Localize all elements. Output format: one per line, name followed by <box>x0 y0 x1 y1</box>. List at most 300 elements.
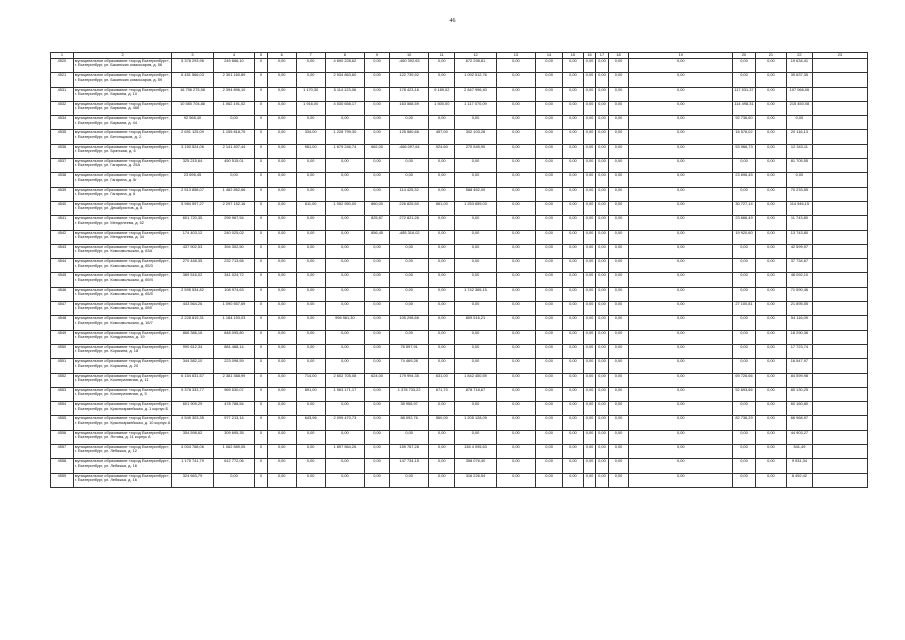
value-cell: 0,00 <box>563 59 584 73</box>
value-cell: 541,49 <box>786 445 812 459</box>
value-cell: 0,00 <box>733 244 756 258</box>
value-cell: 0,00 <box>429 273 455 287</box>
value-cell: 0 <box>255 373 267 387</box>
value-cell: 0,00 <box>267 330 296 344</box>
column-header: 4 <box>213 53 254 59</box>
value-cell: 0 <box>255 87 267 101</box>
value-cell: 30 727,14 <box>733 201 756 215</box>
value-cell: 0,00 <box>583 73 595 87</box>
value-cell: 0,00 <box>536 116 563 130</box>
value-cell: 0 <box>255 216 267 230</box>
row-id-cell: 4548 <box>51 316 74 330</box>
empty-cell <box>812 87 867 101</box>
value-cell: 0,00 <box>755 473 786 487</box>
value-cell: 457,00 <box>429 130 455 144</box>
address-cell: муниципальное образование «город Екатеринбург», г. Екатеринбург, ул. Комсомольская, д. 69/4 <box>73 273 171 287</box>
row-id-cell: 4550 <box>51 344 74 358</box>
value-cell: 0,00 <box>596 230 608 244</box>
row-id-cell: 4546 <box>51 287 74 301</box>
value-cell: 0,00 <box>536 473 563 487</box>
value-cell: 0,00 <box>755 359 786 373</box>
value-cell: 0,00 <box>608 359 629 373</box>
value-cell: 0 <box>255 473 267 487</box>
empty-cell <box>812 445 867 459</box>
value-cell: 0,00 <box>296 302 325 316</box>
value-cell: 0,00 <box>429 244 455 258</box>
value-cell: 0,00 <box>496 173 535 187</box>
value-cell: 125 580,66 <box>389 130 428 144</box>
value-cell: 358 076,40 <box>455 459 496 473</box>
value-cell: 0,00 <box>755 59 786 73</box>
address-cell: муниципальное образование «город Екатеринбург», г. Екатеринбург, ул. Кондратьева, д. 19 <box>73 330 171 344</box>
value-cell: 0,00 <box>296 273 325 287</box>
value-cell: 334,00 <box>296 130 325 144</box>
value-cell: 672 298,81 <box>455 59 496 73</box>
empty-cell <box>812 259 867 273</box>
value-cell: 0,00 <box>583 201 595 215</box>
empty-cell <box>812 230 867 244</box>
value-cell: 0,00 <box>629 416 733 430</box>
value-cell: 0,00 <box>755 87 786 101</box>
value-cell: 0,00 <box>596 373 608 387</box>
value-cell: 0,00 <box>563 101 584 115</box>
value-cell: 0,00 <box>755 101 786 115</box>
value-cell: 0,00 <box>429 173 455 187</box>
value-cell: 0,00 <box>536 216 563 230</box>
address-cell: муниципальное образование «город Екатеринбург», г. Екатеринбург, ул. Корякина, д. 20 <box>73 359 171 373</box>
column-header: 9 <box>365 53 390 59</box>
value-cell: 54 116,09 <box>786 316 812 330</box>
value-cell: 0,00 <box>429 359 455 373</box>
row-id-cell: 4539 <box>51 187 74 201</box>
row-id-cell: 4544 <box>51 259 74 273</box>
value-cell: 316 226,54 <box>455 473 496 487</box>
value-cell: 0,00 <box>365 387 390 401</box>
value-cell: 0 <box>255 459 267 473</box>
value-cell: 66 968,97 <box>786 416 812 430</box>
value-cell: 0,00 <box>496 144 535 158</box>
value-cell: 601 909,29 <box>172 402 213 416</box>
value-cell: 0,00 <box>583 130 595 144</box>
address-cell: муниципальное образование «город Екатеринбург», г. Екатеринбург, ул. Кооперативная, д. 11 <box>73 373 171 387</box>
value-cell: 11 743,80 <box>786 216 812 230</box>
value-cell: 0,00 <box>583 445 595 459</box>
value-cell: 0,00 <box>296 173 325 187</box>
value-cell: 0,00 <box>563 416 584 430</box>
value-cell: 0,00 <box>429 344 455 358</box>
value-cell: 0,00 <box>389 244 428 258</box>
value-cell: 0,00 <box>389 287 428 301</box>
value-cell: 0,00 <box>267 344 296 358</box>
value-cell: 0,00 <box>296 316 325 330</box>
table-row <box>51 187 868 201</box>
value-cell: 0,00 <box>455 216 496 230</box>
value-cell: 0,00 <box>213 173 254 187</box>
value-cell: 2 297 152,16 <box>213 201 254 215</box>
address-cell: муниципальное образование «город Екатеринбург», г. Екатеринбург, ул. Гагарина, д. 25А <box>73 159 171 173</box>
value-cell: 671,70 <box>429 387 455 401</box>
value-cell: 0,00 <box>583 330 595 344</box>
value-cell: 0 <box>255 130 267 144</box>
row-id-cell: 4554 <box>51 402 74 416</box>
value-cell: 0,00 <box>536 59 563 73</box>
address-cell: муниципальное образование «город Екатеринбург», г. Екатеринбург, ул. Менделеева, д. 34 <box>73 230 171 244</box>
value-cell: 0,00 <box>596 287 608 301</box>
value-cell: 0,00 <box>365 344 390 358</box>
value-cell: 891,00 <box>296 387 325 401</box>
value-cell: 0,00 <box>755 459 786 473</box>
value-cell: 0,00 <box>536 244 563 258</box>
value-cell: 105 298,66 <box>389 316 428 330</box>
empty-cell <box>812 116 867 130</box>
value-cell: 0,00 <box>296 159 325 173</box>
value-cell: 1 228 799,30 <box>325 130 364 144</box>
value-cell: 0,00 <box>429 430 455 444</box>
table-row <box>51 101 868 115</box>
value-cell: 5 114 123,06 <box>325 87 364 101</box>
value-cell: 0,00 <box>536 144 563 158</box>
value-cell: 0,00 <box>583 216 595 230</box>
value-cell: 114 946,15 <box>786 201 812 215</box>
value-cell: 0,00 <box>455 230 496 244</box>
value-cell: 2 513 858,07 <box>172 187 213 201</box>
value-cell: 0,00 <box>629 445 733 459</box>
value-cell: 0,00 <box>629 230 733 244</box>
value-cell: 0,00 <box>563 144 584 158</box>
value-cell: 0,00 <box>365 287 390 301</box>
address-cell: муниципальное образование «город Екатеринбург», г. Екатеринбург, ул. Лебяжья, д. 12 <box>73 445 171 459</box>
value-cell: 0,00 <box>267 73 296 87</box>
value-cell: 560,00 <box>429 416 455 430</box>
value-cell: 0,00 <box>365 59 390 73</box>
value-cell: 0,00 <box>365 87 390 101</box>
value-cell: 0,00 <box>608 216 629 230</box>
value-cell: 0,00 <box>596 101 608 115</box>
value-cell: 969 530,07 <box>213 387 254 401</box>
value-cell: 0,00 <box>629 201 733 215</box>
value-cell: 0,00 <box>786 116 812 130</box>
value-cell: 0,00 <box>365 116 390 130</box>
value-cell: 588 452,00 <box>455 187 496 201</box>
value-cell: 0,00 <box>267 173 296 187</box>
value-cell: 0,00 <box>496 216 535 230</box>
value-cell: 37 734,67 <box>786 259 812 273</box>
value-cell: 48 092,10 <box>786 273 812 287</box>
row-id-cell: 4552 <box>51 373 74 387</box>
value-cell: 0,00 <box>365 101 390 115</box>
value-cell: 0,00 <box>296 116 325 130</box>
value-cell: 656,45 <box>365 230 390 244</box>
value-cell: 178 423,16 <box>389 87 428 101</box>
address-cell: муниципальное образование «город Екатеринбург», г. Екатеринбург, ул. Бакинских комиссаров, д. 56 <box>73 59 171 73</box>
value-cell: 0,00 <box>455 330 496 344</box>
value-cell: 0,00 <box>755 445 786 459</box>
value-cell: 0,00 <box>755 216 786 230</box>
value-cell: 0,00 <box>429 259 455 273</box>
value-cell: 996 961,30 <box>325 316 364 330</box>
value-cell: 0,00 <box>296 216 325 230</box>
value-cell: 1 170,30 <box>296 87 325 101</box>
value-cell: 0,00 <box>389 430 428 444</box>
value-cell: 0,00 <box>365 416 390 430</box>
value-cell: 0 <box>255 330 267 344</box>
value-cell: 0,00 <box>733 59 756 73</box>
value-cell: 232 713,68 <box>213 259 254 273</box>
value-cell: 0 <box>255 359 267 373</box>
value-cell: 0,00 <box>563 459 584 473</box>
address-cell: муниципальное образование «город Екатеринбург», г. Екатеринбург, ул. Красноармейская, д. 1 корпус Б <box>73 402 171 416</box>
value-cell: 0,00 <box>563 87 584 101</box>
value-cell: 2 934 863,60 <box>325 73 364 87</box>
value-cell: 0,00 <box>596 244 608 258</box>
value-cell: 0,00 <box>563 187 584 201</box>
value-cell: 0,00 <box>755 273 786 287</box>
value-cell: 0 <box>255 73 267 87</box>
value-cell: 0,00 <box>267 287 296 301</box>
value-cell: 0,00 <box>267 430 296 444</box>
value-cell: 2 595 534,82 <box>172 287 213 301</box>
value-cell: 0,00 <box>365 159 390 173</box>
value-cell: 2 381 368,99 <box>213 373 254 387</box>
value-cell: 2 228 819,31 <box>172 316 213 330</box>
value-cell: 394 302,50 <box>213 244 254 258</box>
value-cell: 0,00 <box>733 159 756 173</box>
value-cell: 270 448,35 <box>172 259 213 273</box>
value-cell: 1 742 365,15 <box>455 287 496 301</box>
column-header: 23 <box>812 53 867 59</box>
address-cell: муниципальное образование «город Екатеринбург», г. Екатеринбург, ул. Красноармейская, д. 10 корпус А <box>73 416 171 430</box>
value-cell: 0,00 <box>755 373 786 387</box>
empty-cell <box>812 359 867 373</box>
value-cell: 107 066,06 <box>786 87 812 101</box>
value-cell: 0,00 <box>583 101 595 115</box>
value-cell: 0,00 <box>496 59 535 73</box>
value-cell: 0,00 <box>629 459 733 473</box>
value-cell: 0,00 <box>536 87 563 101</box>
value-cell: 0,00 <box>608 159 629 173</box>
value-cell: 0,00 <box>596 359 608 373</box>
value-cell: 0,00 <box>267 244 296 258</box>
value-cell: 0,00 <box>629 430 733 444</box>
value-cell: 0,00 <box>583 459 595 473</box>
address-cell: муниципальное образование «город Екатеринбург», г. Екатеринбург, ул. Братская, д. 6 <box>73 144 171 158</box>
value-cell: 0,00 <box>536 302 563 316</box>
value-cell: 0,00 <box>608 259 629 273</box>
value-cell: 0,00 <box>563 473 584 487</box>
value-cell: 0,00 <box>608 273 629 287</box>
value-cell: 0,00 <box>496 344 535 358</box>
value-cell: 0,00 <box>365 259 390 273</box>
value-cell: 0,00 <box>429 116 455 130</box>
value-cell: 0,00 <box>563 173 584 187</box>
column-header: 13 <box>496 53 535 59</box>
value-cell: 0 <box>255 230 267 244</box>
value-cell: 0,00 <box>596 87 608 101</box>
value-cell: 611,00 <box>296 201 325 215</box>
value-cell: 21 895,55 <box>786 302 812 316</box>
value-cell: 0 <box>255 273 267 287</box>
value-cell: 174 403,12 <box>172 230 213 244</box>
value-cell: 0,00 <box>583 344 595 358</box>
value-cell: -460 392,63 <box>389 59 428 73</box>
value-cell: 0,00 <box>429 330 455 344</box>
address-cell: муниципальное образование «город Екатеринбург», г. Екатеринбург, ул. Комсомольская, д. 65/5 <box>73 287 171 301</box>
value-cell: 0,00 <box>629 344 733 358</box>
value-cell: 0,00 <box>429 473 455 487</box>
address-cell: муниципальное образование «город Екатеринбург», г. Екатеринбург, ул. Комсомольская, д. 65/3 <box>73 259 171 273</box>
value-cell: 0,00 <box>296 359 325 373</box>
value-cell: 0,00 <box>365 173 390 187</box>
value-cell: 0,00 <box>365 273 390 287</box>
value-cell: 0,00 <box>389 173 428 187</box>
value-cell: 0,00 <box>296 187 325 201</box>
value-cell: 53 966,73 <box>733 144 756 158</box>
value-cell: 0,00 <box>325 330 364 344</box>
value-cell: 0,00 <box>296 287 325 301</box>
value-cell: 0,00 <box>563 344 584 358</box>
row-id-cell: 4534 <box>51 116 74 130</box>
table-row <box>51 445 868 459</box>
value-cell: 0,00 <box>608 459 629 473</box>
value-cell: 0,00 <box>267 459 296 473</box>
value-cell: 5 378 293,96 <box>172 59 213 73</box>
empty-cell <box>812 473 867 487</box>
value-cell: 1 092 512,76 <box>455 73 496 87</box>
value-cell: 0,00 <box>608 116 629 130</box>
value-cell: 0,00 <box>496 201 535 215</box>
value-cell: 0,00 <box>455 359 496 373</box>
value-cell: 662,00 <box>365 144 390 158</box>
value-cell: 2 141 407,44 <box>213 144 254 158</box>
value-cell: 0,00 <box>536 387 563 401</box>
value-cell: 0,00 <box>608 445 629 459</box>
value-cell: 0 <box>255 159 267 173</box>
empty-cell <box>812 316 867 330</box>
value-cell: 60 160,80 <box>786 402 812 416</box>
value-cell: 0,00 <box>733 187 756 201</box>
row-id-cell: 4531 <box>51 87 74 101</box>
value-cell: 13 743,80 <box>786 230 812 244</box>
value-cell: 0,00 <box>429 216 455 230</box>
value-cell: 0,00 <box>455 302 496 316</box>
value-cell: 1 062 589,05 <box>213 445 254 459</box>
value-cell: 19 634,41 <box>786 59 812 73</box>
value-cell: 924,60 <box>429 144 455 158</box>
value-cell: 860,00 <box>365 201 390 215</box>
row-id-cell: 4547 <box>51 302 74 316</box>
empty-cell <box>812 73 867 87</box>
value-cell: 3 150 524,06 <box>172 144 213 158</box>
value-cell: 0,00 <box>296 430 325 444</box>
value-cell: 809 516,21 <box>455 316 496 330</box>
value-cell: 0,00 <box>455 159 496 173</box>
value-cell: 0,00 <box>596 201 608 215</box>
value-cell: 0,00 <box>608 230 629 244</box>
value-cell: 27 100,81 <box>733 302 756 316</box>
value-cell: 0,00 <box>596 216 608 230</box>
value-cell: 450 515,01 <box>213 159 254 173</box>
table-row <box>51 201 868 215</box>
empty-cell <box>812 330 867 344</box>
table-row <box>51 144 868 158</box>
value-cell: 0,00 <box>755 387 786 401</box>
value-cell: 0,00 <box>596 73 608 87</box>
value-cell: 0,00 <box>296 259 325 273</box>
table-row <box>51 259 868 273</box>
value-cell: 0,00 <box>429 402 455 416</box>
value-cell: 0,00 <box>563 373 584 387</box>
value-cell: 114 425,32 <box>389 187 428 201</box>
table-row <box>51 430 868 444</box>
value-cell: 0,00 <box>267 259 296 273</box>
value-cell: 1 482 852,66 <box>213 187 254 201</box>
value-cell: 0,00 <box>563 430 584 444</box>
value-cell: 0,00 <box>296 459 325 473</box>
value-cell: 643,96 <box>296 416 325 430</box>
value-cell: 6 451 566,03 <box>172 73 213 87</box>
value-cell: 0,00 <box>325 359 364 373</box>
value-cell: 0,00 <box>325 273 364 287</box>
address-cell: муниципальное образование «город Екатеринбург», г. Екатеринбург, ул. Комсомольская, д. 16/7 <box>73 316 171 330</box>
value-cell: 0,00 <box>389 473 428 487</box>
value-cell: 19 920,60 <box>733 230 756 244</box>
value-cell: 88 092,76 <box>389 416 428 430</box>
value-cell: 5 378 333,77 <box>172 387 213 401</box>
value-cell: 0,00 <box>755 416 786 430</box>
row-id-cell: 4535 <box>51 130 74 144</box>
value-cell: 601 720,35 <box>172 216 213 230</box>
table-row <box>51 387 868 401</box>
value-cell: 0,00 <box>536 373 563 387</box>
value-cell: 0,00 <box>596 59 608 73</box>
value-cell: 437 902,53 <box>172 244 213 258</box>
value-cell: 0,00 <box>455 173 496 187</box>
row-id-cell: 4521 <box>51 73 74 87</box>
value-cell: 0,00 <box>536 459 563 473</box>
value-cell: 215 450,08 <box>786 101 812 115</box>
value-cell: 108 974,63 <box>213 287 254 301</box>
value-cell: 0,00 <box>213 116 254 130</box>
value-cell: 136 4 095,63 <box>455 445 496 459</box>
value-cell: 0,00 <box>365 73 390 87</box>
value-cell: 0,00 <box>629 130 733 144</box>
row-id-cell: 4559 <box>51 473 74 487</box>
value-cell: 0,00 <box>583 387 595 401</box>
value-cell: 0,00 <box>755 330 786 344</box>
value-cell: 0,00 <box>325 402 364 416</box>
empty-cell <box>812 402 867 416</box>
value-cell: 147 734,15 <box>389 459 428 473</box>
value-cell: 0,00 <box>583 359 595 373</box>
value-cell: 0,00 <box>596 302 608 316</box>
value-cell: 122 739,92 <box>389 73 428 87</box>
empty-cell <box>812 201 867 215</box>
value-cell: 0,00 <box>296 73 325 87</box>
row-id-cell: 4556 <box>51 430 74 444</box>
value-cell: 309 695,35 <box>213 430 254 444</box>
value-cell: 1 916,00 <box>296 101 325 115</box>
table-row <box>51 287 868 301</box>
value-cell: 0,00 <box>608 302 629 316</box>
empty-cell <box>812 59 867 73</box>
empty-cell <box>812 459 867 473</box>
value-cell: 0,00 <box>365 244 390 258</box>
row-id-cell: 4555 <box>51 416 74 430</box>
value-cell: 0,00 <box>596 187 608 201</box>
column-header: 20 <box>733 53 756 59</box>
value-cell: 0 <box>255 59 267 73</box>
value-cell: 0,00 <box>596 387 608 401</box>
